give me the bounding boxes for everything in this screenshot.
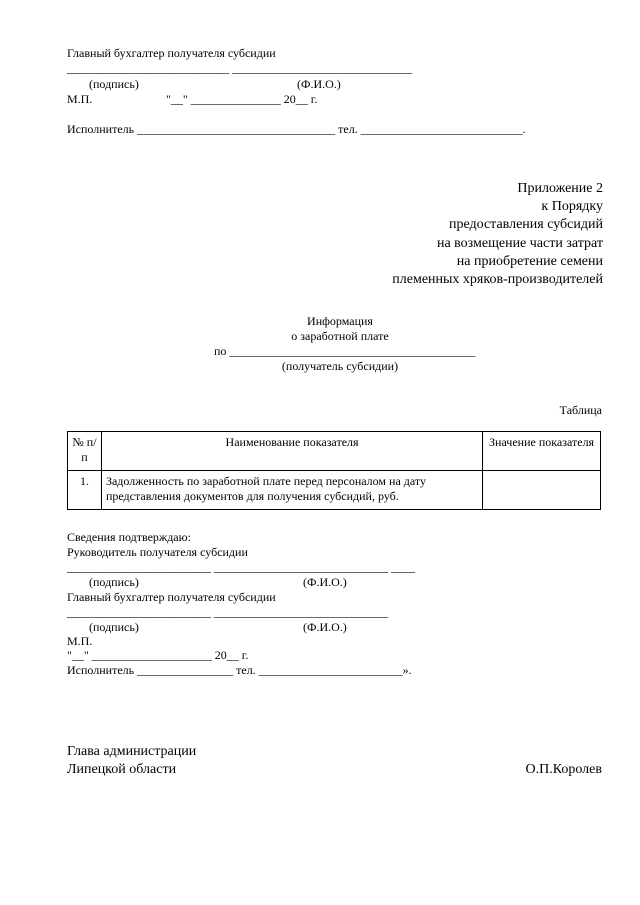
confirm-signature-label-1: (подпись): [89, 575, 139, 589]
table-row: [68, 471, 601, 510]
top-accountant-title: Главный бухгалтер получателя субсидии: [67, 46, 276, 60]
footer-position-line-2: Липецкой области: [67, 762, 177, 777]
appendix-line: предоставления субсидий: [448, 217, 603, 233]
confirm-stamp-mark: М.П.: [67, 634, 93, 648]
confirm-signature-line-2: ________________________ _____________________________: [67, 605, 388, 619]
confirm-head-title: Руководитель получателя субсидии: [67, 545, 248, 559]
row-indicator-value: [483, 471, 601, 510]
top-date-line: "__" _______________ 20__ г.: [166, 92, 318, 106]
table-label: Таблица: [559, 403, 602, 417]
info-recipient-line: по _________________________________________: [214, 344, 476, 358]
appendix-header: [303, 180, 603, 289]
top-fio-label: (Ф.И.О.): [297, 77, 341, 91]
info-table: [67, 431, 601, 510]
appendix-line: племенных хряков-производителей: [392, 272, 603, 288]
confirm-fio-label-2: (Ф.И.О.): [303, 620, 347, 634]
confirm-heading: Сведения подтверждаю:: [67, 530, 191, 544]
confirm-executor-line: Исполнитель ________________ тел. ________________________».: [67, 663, 412, 677]
confirm-fio-label-1: (Ф.И.О.): [303, 575, 347, 589]
footer-position-line-1: Глава администрации: [67, 744, 197, 759]
row-indicator-name: Задолженность по заработной плате перед персоналом на дату представления документов для получения субсидий, руб.: [101, 471, 482, 510]
top-stamp-mark: М.П.: [67, 92, 93, 106]
confirm-signature-label-2: (подпись): [89, 620, 139, 634]
top-executor-line: Исполнитель _________________________________ тел. ___________________________.: [67, 122, 526, 136]
appendix-line: к Порядку: [541, 199, 603, 215]
header-number: № п/п: [68, 432, 102, 471]
top-signature-label: (подпись): [89, 77, 139, 91]
confirm-accountant-title: Главный бухгалтер получателя субсидии: [67, 590, 276, 604]
footer-signatory-name: О.П.Королев: [525, 762, 602, 777]
appendix-line: на приобретение семени: [456, 253, 603, 269]
info-subtitle: о заработной плате: [291, 329, 389, 343]
row-number: 1.: [68, 471, 102, 510]
info-title: Информация: [307, 314, 373, 328]
confirm-signature-line-1: ________________________ _____________________________ ____: [67, 560, 415, 574]
header-indicator-name: Наименование показателя: [101, 432, 482, 471]
top-signature-line: ___________________________ ______________________________: [67, 61, 412, 75]
appendix-line: на возмещение части затрат: [436, 235, 603, 251]
appendix-line: Приложение 2: [517, 181, 603, 196]
header-indicator-value: Значение показателя: [483, 432, 601, 471]
confirm-date-line: "__" ____________________ 20__ г.: [67, 648, 249, 662]
table-header-row: [68, 432, 601, 471]
info-recipient-label: (получатель субсидии): [281, 359, 399, 373]
